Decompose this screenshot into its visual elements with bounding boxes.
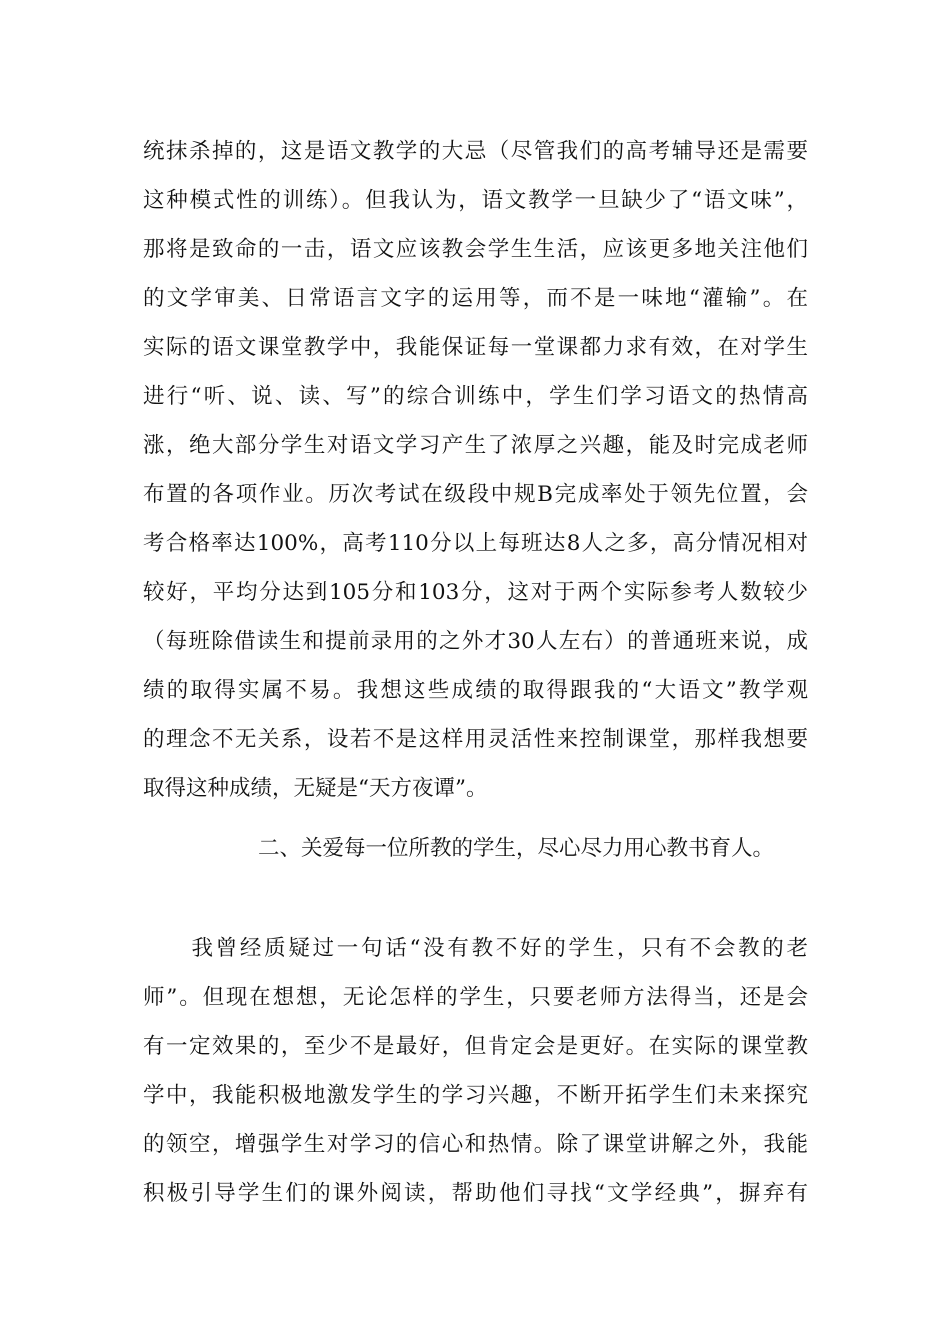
paragraph-line: 师”。但现在想想，无论怎样的学生，只要老师方法得当，还是会 (143, 985, 808, 1010)
paragraph-line: 学中，我能积极地激发学生的学习兴趣，不断开拓学生们未来探究 (143, 1083, 808, 1108)
paragraph-line: 这种模式性的训练）。但我认为，语文教学一旦缺少了“语文味”， (143, 188, 808, 213)
paragraph-line: 统抹杀掉的，这是语文教学的大忌（尽管我们的高考辅导还是需要 (143, 139, 808, 164)
paragraph-line: 实际的语文课堂教学中，我能保证每一堂课都力求有效，在对学生 (143, 335, 808, 360)
paragraph-line: 的领空，增强学生对学习的信心和热情。除了课堂讲解之外，我能 (143, 1132, 808, 1157)
paragraph-line: 的理念不无关系，设若不是这样用灵活性来控制课堂，那样我想要 (143, 727, 808, 752)
paragraph-line: 有一定效果的，至少不是最好，但肯定会是更好。在实际的课堂教 (143, 1034, 808, 1059)
paragraph-line: 绩的取得实属不易。我想这些成绩的取得跟我的“大语文”教学观 (143, 678, 808, 703)
paragraph-line: 取得这种成绩，无疑是“天方夜谭”。 (143, 776, 488, 801)
paragraph-line: 那将是致命的一击，语文应该教会学生生活，应该更多地关注他们 (143, 237, 808, 262)
paragraph-1 (143, 127, 808, 813)
paragraph-line: 较好，平均分达到105分和103分，这对于两个实际参考人数较少 (143, 580, 808, 605)
paragraph-line: 我曾经质疑过一句话“没有教不好的学生，只有不会教的老 (143, 936, 808, 961)
paragraph-line: （每班除借读生和提前录用的之外才30人左右）的普通班来说，成 (143, 629, 808, 654)
paragraph-line: 布置的各项作业。历次考试在级段中规B完成率处于领先位置，会 (143, 482, 808, 507)
paragraph-line: 的文学审美、日常语言文字的运用等，而不是一味地“灌输”。在 (143, 286, 808, 311)
paragraph-2 (143, 924, 808, 1218)
section-heading: 二、关爱每一位所教的学生，尽心尽力用心教书育人。 (258, 836, 775, 861)
paragraph-line: 涨，绝大部分学生对语文学习产生了浓厚之兴趣，能及时完成老师 (143, 433, 808, 458)
paragraph-line: 考合格率达100%，高考110分以上每班达8人之多，高分情况相对 (143, 531, 808, 556)
paragraph-line: 积极引导学生们的课外阅读，帮助他们寻找“文学经典”，摒弃有 (143, 1181, 808, 1206)
paragraph-line: 进行“听、说、读、写”的综合训练中，学生们学习语文的热情高 (143, 384, 808, 409)
